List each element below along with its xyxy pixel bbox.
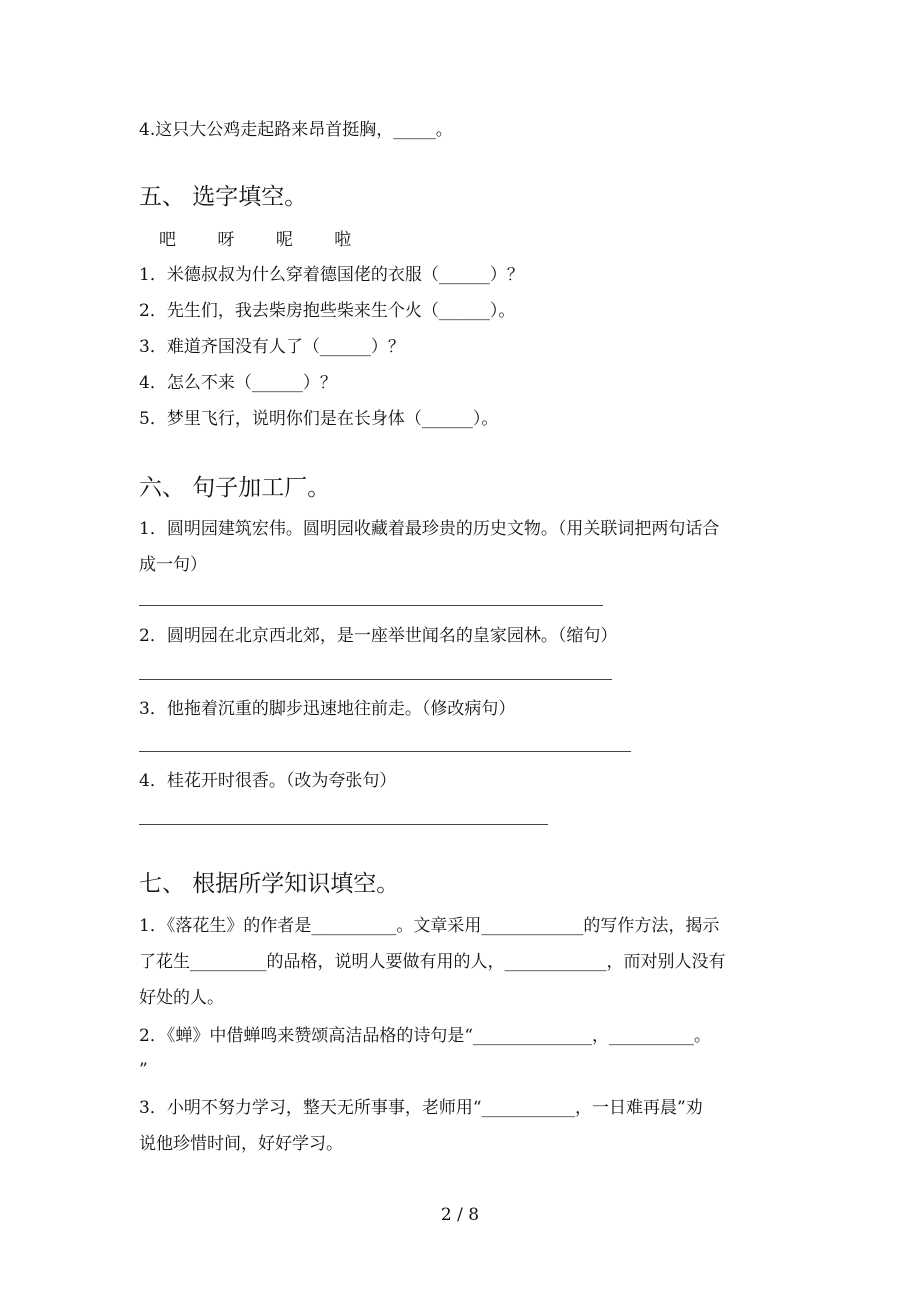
- choice-word: 呢: [275, 230, 293, 250]
- choice-word: 吧: [159, 230, 176, 250]
- section-6-q2: 2．圆明园在北京西北郊，是一座举世闻名的皇家园林。（缩句）: [139, 626, 618, 646]
- section-6-heading: 六、 句子加工厂。: [139, 475, 331, 501]
- section-6-q1: 1．圆明园建筑宏伟。圆明园收藏着最珍贵的历史文物。（用关联词把两句话合: [139, 519, 720, 539]
- section-7-q2-cont: ”: [139, 1060, 148, 1080]
- section-5-item: 5．梦里飞行，说明你们是在长身体（______）。: [139, 409, 499, 429]
- section-6-q3: 3．他拖着沉重的脚步迅速地往前走。（修改病句）: [139, 699, 516, 719]
- section-7-q3: 3．小明不努力学习，整天无所事事，老师用“___________，一日难再晨”劝: [139, 1098, 703, 1118]
- section-6-q1-cont: 成一句）: [139, 555, 207, 575]
- section-7-q1-cont: 了花生_________的品格，说明人要做有用的人，____________，而对别人没有: [139, 952, 726, 972]
- word-choices: [159, 228, 387, 252]
- section-5-item: 4．怎么不来（______）？: [139, 373, 337, 393]
- answer-line[interactable]: [139, 605, 603, 606]
- answer-line[interactable]: [139, 679, 612, 680]
- choice-word: 啦: [334, 230, 352, 250]
- section-5-heading: 五、 选字填空。: [139, 184, 308, 210]
- section-5-item: 2．先生们，我去柴房抱些柴来生个火（______）。: [139, 301, 516, 321]
- section-7-q1-cont: 好处的人。: [139, 988, 224, 1008]
- answer-line[interactable]: [139, 751, 631, 752]
- section-7-q1: 1．《落花生》的作者是__________。文章采用____________的写作方法，揭示: [139, 916, 720, 936]
- question-4-tail: 4.这只大公鸡走起路来昂首挺胸，_____。: [139, 120, 453, 140]
- answer-line[interactable]: [139, 824, 548, 825]
- section-7-q3-cont: 说他珍惜时间，好好学习。: [139, 1134, 343, 1154]
- section-7-heading: 七、 根据所学知识填空。: [139, 871, 400, 897]
- section-7-q2: 2．《蝉》中借蝉鸣来赞颂高洁品格的诗句是“______________，__________。: [139, 1026, 712, 1046]
- choice-word: 呀: [217, 230, 235, 250]
- page-number: 2 / 8: [440, 1205, 480, 1225]
- section-5-item: 1．米德叔叔为什么穿着德国佬的衣服（______）？: [139, 265, 524, 285]
- section-6-q4: 4．桂花开时很香。（改为夸张句）: [139, 771, 397, 791]
- section-5-item: 3．难道齐国没有人了（______）？: [139, 337, 405, 357]
